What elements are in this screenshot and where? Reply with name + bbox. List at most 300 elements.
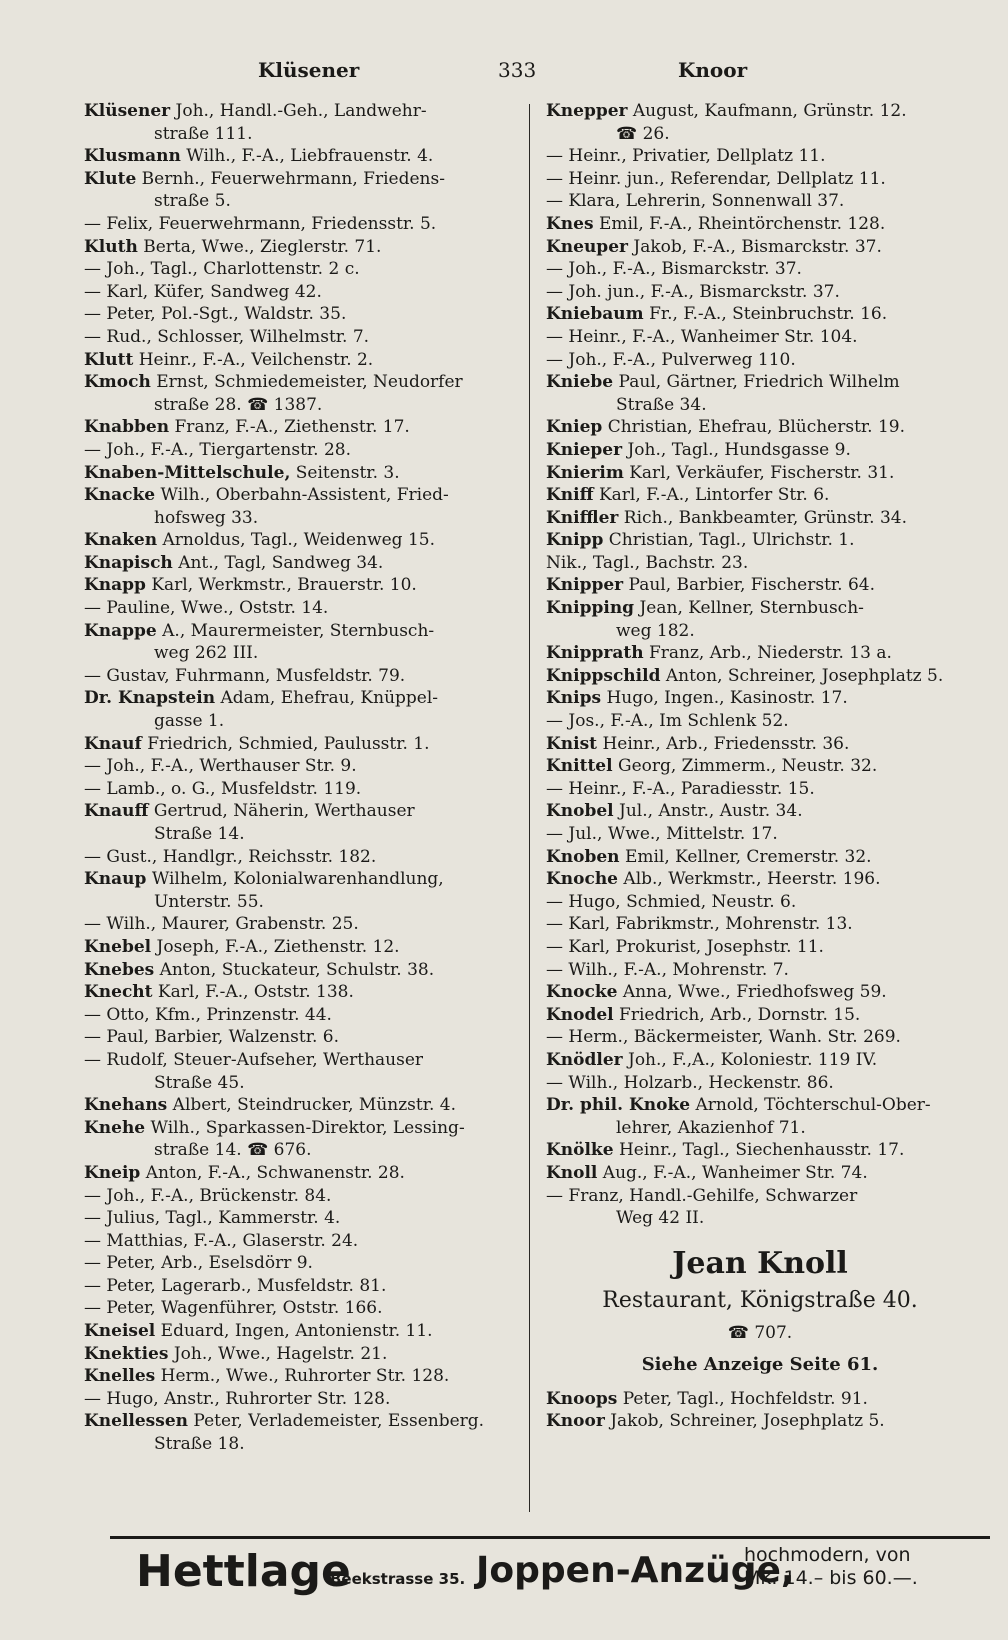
entry-surname: Kniff [546, 485, 594, 506]
entry-text: Karl, F.-A., Oststr. 138. [157, 982, 354, 1003]
directory-entry [546, 1162, 974, 1185]
entry-line [546, 733, 974, 756]
entry-line [546, 574, 974, 597]
entry-line [546, 959, 974, 982]
entry-text: Berta, Wwe., Zieglerstr. 71. [143, 236, 382, 257]
entry-text: Aug., F.-A., Wanheimer Str. 74. [602, 1162, 868, 1183]
entry-line [546, 1049, 974, 1072]
directory-entry [546, 1410, 974, 1433]
ad-name: Jean Knoll [672, 1245, 848, 1281]
entry-text: weg 182. [616, 620, 695, 641]
entry-line [84, 1297, 514, 1320]
footer-rule [110, 1536, 990, 1539]
entry-surname: Knipping [546, 598, 635, 619]
entry-text: — Joh., F.-A., Pulverweg 110. [546, 349, 796, 370]
entry-surname: Knölke [546, 1140, 614, 1161]
entry-line [546, 1139, 974, 1162]
entry-text: Wilhelm, Kolonialwarenhandlung, [151, 869, 444, 890]
entry-text: — Felix, Feuerwehrmann, Friedensstr. 5. [84, 213, 437, 234]
entry-line [546, 484, 974, 507]
entry-surname: Knaken [84, 530, 158, 551]
entry-line [84, 823, 514, 846]
entry-surname: Knapisch [84, 552, 173, 573]
entry-text: Joseph, F.-A., Ziethenstr. 12. [156, 936, 400, 957]
directory-entry [546, 1049, 974, 1072]
entry-text: — Wilh., F.-A., Mohrenstr. 7. [546, 959, 789, 980]
entry-text: Jean, Kellner, Sternbusch- [639, 598, 864, 619]
directory-entry [84, 303, 514, 326]
directory-entry [84, 868, 514, 913]
entry-line [84, 913, 514, 936]
entry-line [84, 349, 514, 372]
entry-line [84, 1343, 514, 1366]
entry-text: Paul, Barbier, Fischerstr. 64. [628, 575, 876, 596]
entry-text: Karl, F.-A., Lintorfer Str. 6. [598, 485, 830, 506]
directory-entry [546, 439, 974, 462]
entry-line [84, 687, 514, 710]
directory-entry [546, 755, 974, 778]
directory-entry [546, 529, 974, 552]
entry-text: — Heinr. jun., Referendar, Dellplatz 11. [546, 168, 886, 189]
entry-line [84, 1365, 514, 1388]
entry-line [546, 891, 974, 914]
entry-line [546, 710, 974, 733]
footer-street: Beekstrasse 35. [330, 1570, 466, 1588]
directory-entry [546, 1004, 974, 1027]
directory-entry [84, 1343, 514, 1366]
entry-surname: Kniep [546, 417, 603, 438]
footer-advertisement [0, 1542, 1008, 1612]
entry-surname: Klute [84, 168, 137, 189]
entry-text: Bernh., Feuerwehrmann, Friedens- [141, 168, 445, 189]
entry-text: — Rudolf, Steuer-Aufseher, Werthauser [84, 1049, 424, 1070]
entry-line [84, 1230, 514, 1253]
entry-line [546, 1162, 974, 1185]
entry-text: Arnold, Töchterschul-Ober- [695, 1095, 931, 1116]
entry-line [546, 145, 974, 168]
directory-entry [84, 168, 514, 213]
entry-surname: Klutt [84, 349, 134, 370]
footer-desc-line: Mk. 14.– bis 60.—. [744, 1567, 918, 1589]
header-last-name: Knoor [678, 58, 748, 82]
directory-entry [546, 100, 974, 145]
entry-line [546, 665, 974, 688]
entry-text: lehrer, Akazienhof 71. [616, 1117, 806, 1138]
entry-text: Straße 45. [154, 1072, 245, 1093]
entry-line [84, 168, 514, 191]
entry-line [84, 190, 514, 213]
entry-surname: Knittel [546, 756, 613, 777]
directory-entry [546, 846, 974, 869]
entry-line [84, 1094, 514, 1117]
entry-line [84, 642, 514, 665]
entry-text: weg 262 III. [154, 643, 259, 664]
entry-line [546, 846, 974, 869]
directory-entry [84, 145, 514, 168]
entry-line [84, 552, 514, 575]
entry-line [546, 1185, 974, 1208]
directory-entry [546, 303, 974, 326]
directory-entry [546, 236, 974, 259]
entry-line [84, 100, 514, 123]
entry-line [84, 1072, 514, 1095]
page-header [0, 58, 1008, 88]
entry-text: Emil, Kellner, Cremerstr. 32. [624, 846, 872, 867]
entry-text: Peter, Tagl., Hochfeldstr. 91. [622, 1388, 868, 1409]
directory-entry [546, 462, 974, 485]
column-divider [529, 104, 530, 1512]
directory-entry [84, 462, 514, 485]
directory-entry [546, 778, 974, 801]
entry-surname: Dr. phil. Knoke [546, 1095, 691, 1116]
entry-line [546, 123, 974, 146]
entry-line [84, 394, 514, 417]
directory-entry [84, 371, 514, 416]
directory-entry [84, 1094, 514, 1117]
directory-entry [84, 1388, 514, 1411]
entry-line [546, 1072, 974, 1095]
entry-line [546, 303, 974, 326]
entry-text: Straße 18. [154, 1434, 245, 1455]
directory-entry [546, 959, 974, 982]
entry-line [84, 416, 514, 439]
directory-entry [84, 733, 514, 756]
entry-line [84, 1117, 514, 1140]
entry-surname: Knehans [84, 1095, 168, 1116]
directory-entry [84, 981, 514, 1004]
entry-surname: Klusmann [84, 146, 181, 167]
entry-surname: Knödler [546, 1049, 623, 1070]
entry-line [546, 642, 974, 665]
entry-text: — Peter, Arb., Eselsdörr 9. [84, 1253, 313, 1274]
entry-text: Peter, Verlademeister, Essenberg. [193, 1411, 485, 1432]
entry-text: Albert, Steindrucker, Münzstr. 4. [172, 1095, 457, 1116]
entry-line [546, 913, 974, 936]
page-number: 333 [498, 58, 537, 82]
entry-text: Ernst, Schmiedemeister, Neudorfer [156, 372, 463, 393]
directory-entry [84, 1275, 514, 1298]
entry-line [546, 258, 974, 281]
footer-product: Joppen-Anzüge, [476, 1550, 795, 1591]
entry-line [84, 665, 514, 688]
entry-line [84, 1026, 514, 1049]
directory-entry [546, 868, 974, 891]
entry-surname: Knoben [546, 846, 620, 867]
entry-line [84, 597, 514, 620]
directory-entry [546, 1026, 974, 1049]
entry-text: — Herm., Bäckermeister, Wanh. Str. 269. [546, 1027, 901, 1048]
entry-line [84, 236, 514, 259]
entry-line [84, 439, 514, 462]
entry-line [84, 1049, 514, 1072]
directory-entry [84, 552, 514, 575]
directory-entry [84, 687, 514, 732]
entry-text: Adam, Ehefrau, Knüppel- [220, 688, 439, 709]
entry-line [546, 507, 974, 530]
directory-entry [84, 1365, 514, 1388]
directory-entry [84, 1252, 514, 1275]
directory-entry [546, 507, 974, 530]
entry-line [84, 936, 514, 959]
entry-surname: Kniffler [546, 507, 619, 528]
entry-line [546, 100, 974, 123]
entry-line [546, 597, 974, 620]
directory-entry [84, 439, 514, 462]
entry-text: Friedrich, Schmied, Paulusstr. 1. [147, 733, 430, 754]
entry-surname: Knecht [84, 982, 153, 1003]
entry-line [84, 868, 514, 891]
entry-surname: Klüsener [84, 101, 171, 121]
entry-text: ☎ 26. [616, 123, 670, 144]
ad-phone: ☎ 707. [727, 1322, 793, 1343]
entry-text: Jul., Anstr., Austr. 34. [619, 801, 803, 822]
footer-brand: Hettlage [136, 1546, 351, 1597]
entry-line [84, 1139, 514, 1162]
directory-entry [84, 100, 514, 145]
entry-text: — Lamb., o. G., Musfeldstr. 119. [84, 778, 362, 799]
entry-line [546, 462, 974, 485]
entry-line [546, 800, 974, 823]
entry-text: straße 14. ☎ 676. [154, 1140, 312, 1161]
entry-text: — Peter, Lagerarb., Musfeldstr. 81. [84, 1275, 387, 1296]
directory-entry [546, 574, 974, 597]
entry-text: Heinr., Arb., Friedensstr. 36. [602, 733, 850, 754]
directory-entry [84, 1230, 514, 1253]
entry-text: — Wilh., Holzarb., Heckenstr. 86. [546, 1072, 834, 1093]
entry-line [546, 687, 974, 710]
directory-entry [84, 597, 514, 620]
entry-text: — Julius, Tagl., Kammerstr. 4. [84, 1208, 341, 1229]
entry-text: — Karl, Prokurist, Josephstr. 11. [546, 936, 824, 957]
entry-text: — Peter, Pol.-Sgt., Waldstr. 35. [84, 304, 347, 325]
directory-entry [84, 665, 514, 688]
entry-text: Heinr., Tagl., Siechenhausstr. 17. [618, 1140, 905, 1161]
entry-line [84, 1388, 514, 1411]
entry-text: Emil, F.-A., Rheintörchenstr. 128. [598, 213, 886, 234]
footer-desc-line: hochmodern, von [744, 1544, 911, 1566]
directory-entry [84, 213, 514, 236]
entry-text: — Karl, Fabrikmstr., Mohrenstr. 13. [546, 914, 853, 935]
entry-line [84, 1207, 514, 1230]
entry-text: — Gustav, Fuhrmann, Musfeldstr. 79. [84, 665, 406, 686]
entry-surname: Knoll [546, 1162, 598, 1183]
entry-text: Gertrud, Näherin, Werthauser [153, 801, 415, 822]
directory-entry [84, 1320, 514, 1343]
entry-surname: Kluth [84, 236, 138, 257]
entry-surname: Knehe [84, 1117, 146, 1138]
ad-address: Restaurant, Königstraße 40. [602, 1287, 918, 1313]
entry-surname: Knips [546, 688, 602, 709]
entry-surname: Knipp [546, 530, 604, 551]
entry-line [546, 190, 974, 213]
entry-text: Straße 34. [616, 394, 707, 415]
entry-text: Arnoldus, Tagl., Weidenweg 15. [162, 530, 435, 551]
entry-line [84, 1185, 514, 1208]
directory-entry [84, 846, 514, 869]
entry-text: straße 111. [154, 123, 253, 144]
entry-line [84, 981, 514, 1004]
entry-surname: Knapp [84, 575, 146, 596]
entry-surname: Knaup [84, 869, 147, 890]
entry-line [546, 1410, 974, 1433]
entry-surname: Knobel [546, 801, 614, 822]
entry-surname: Knaben-Mittelschule, [84, 462, 291, 483]
entry-text: — Karl, Küfer, Sandweg 42. [84, 281, 322, 302]
entry-line [546, 371, 974, 394]
directory-entry [84, 1026, 514, 1049]
entry-surname: Knekties [84, 1343, 169, 1364]
entry-line [84, 710, 514, 733]
entry-line [546, 936, 974, 959]
entry-text: Nik., Tagl., Bachstr. 23. [546, 552, 749, 573]
entry-text: Rich., Bankbeamter, Grünstr. 34. [623, 507, 907, 528]
entry-line [84, 891, 514, 914]
entry-text: — Paul, Barbier, Walzenstr. 6. [84, 1027, 339, 1048]
directory-entry [546, 145, 974, 168]
entry-surname: Knoops [546, 1388, 618, 1409]
directory-entry [546, 1388, 974, 1411]
entry-surname: Knappe [84, 620, 157, 641]
directory-entry [84, 620, 514, 665]
header-first-name: Klüsener [258, 58, 360, 82]
entry-line [84, 1320, 514, 1343]
entry-text: Ant., Tagl, Sandweg 34. [178, 552, 384, 573]
entry-text: — Joh., F.-A., Bismarckstr. 37. [546, 259, 802, 280]
directory-entry [546, 936, 974, 959]
entry-text: Friedrich, Arb., Dornstr. 15. [619, 1004, 861, 1025]
directory-entry [84, 326, 514, 349]
entry-text: Franz, Arb., Niederstr. 13 a. [648, 643, 892, 664]
entry-surname: Knabben [84, 417, 170, 438]
entry-line [546, 439, 974, 462]
entry-line [84, 281, 514, 304]
right-column-entries-bottom [546, 1388, 974, 1433]
entry-text: — Rud., Schlosser, Wilhelmstr. 7. [84, 326, 370, 347]
entry-text: — Wilh., Maurer, Grabenstr. 25. [84, 914, 359, 935]
entry-surname: Knist [546, 733, 598, 754]
entry-line [84, 213, 514, 236]
entry-text: Joh., Handl.-Geh., Landwehr- [175, 101, 427, 121]
entry-surname: Kneisel [84, 1321, 156, 1342]
entry-line [84, 1275, 514, 1298]
directory-entry [84, 936, 514, 959]
entry-text: — Joh., F.-A., Brückenstr. 84. [84, 1185, 332, 1206]
directory-entry [546, 687, 974, 710]
entry-line [84, 733, 514, 756]
directory-entry [84, 1162, 514, 1185]
entry-text: Karl, Verkäufer, Fischerstr. 31. [629, 462, 895, 483]
entry-surname: Knodel [546, 1004, 614, 1025]
directory-entry [546, 665, 974, 688]
directory-entry [84, 416, 514, 439]
entry-line [84, 484, 514, 507]
entry-line [546, 213, 974, 236]
directory-entry [546, 1185, 974, 1230]
advertisement-box [546, 1244, 974, 1382]
right-column-entries [546, 100, 974, 1230]
right-column [546, 100, 974, 1433]
directory-entry [546, 1094, 974, 1139]
entry-text: Straße 14. [154, 824, 245, 844]
entry-line [84, 529, 514, 552]
entry-surname: Knebel [84, 936, 152, 957]
entry-line [84, 1252, 514, 1275]
entry-text: Franz, F.-A., Ziethenstr. 17. [174, 417, 410, 438]
directory-entry [84, 1004, 514, 1027]
directory-entry [84, 1297, 514, 1320]
directory-entry [84, 236, 514, 259]
entry-surname: Kneuper [546, 236, 628, 257]
entry-text: — Joh., Tagl., Charlottenstr. 2 c. [84, 259, 360, 280]
directory-entry [546, 800, 974, 823]
entry-line [84, 145, 514, 168]
entry-surname: Kmoch [84, 372, 151, 393]
entry-text: Anton, Schreiner, Josephplatz 5. [665, 665, 944, 686]
directory-entry [546, 190, 974, 213]
directory-entry [546, 981, 974, 1004]
entry-surname: Knierim [546, 462, 624, 483]
directory-entry [84, 349, 514, 372]
entry-line [546, 281, 974, 304]
directory-entry [84, 574, 514, 597]
directory-entry [546, 1072, 974, 1095]
entry-line [84, 303, 514, 326]
directory-entry [84, 529, 514, 552]
entry-surname: Knelles [84, 1366, 156, 1387]
directory-entry [84, 281, 514, 304]
ad-reference: Siehe Anzeige Seite 61. [641, 1353, 879, 1375]
directory-entry [84, 913, 514, 936]
directory-entry [84, 959, 514, 982]
entry-line [84, 1433, 514, 1456]
entry-line [84, 1410, 514, 1433]
entry-line [546, 529, 974, 552]
entry-text: Hugo, Ingen., Kasinostr. 17. [606, 688, 848, 709]
entry-text: — Jos., F.-A., Im Schlenk 52. [546, 711, 789, 732]
directory-entry [84, 1117, 514, 1162]
entry-line [546, 552, 974, 575]
directory-entry [546, 597, 974, 642]
entry-line [546, 981, 974, 1004]
entry-line [546, 755, 974, 778]
footer-description [744, 1544, 984, 1590]
directory-entry [546, 168, 974, 191]
entry-surname: Knipper [546, 575, 624, 596]
directory-entry [546, 213, 974, 236]
entry-text: — Matthias, F.-A., Glaserstr. 24. [84, 1230, 359, 1251]
entry-text: Heinr., F.-A., Veilchenstr. 2. [138, 349, 374, 370]
directory-entry [546, 371, 974, 416]
entry-surname: Kneip [84, 1162, 141, 1183]
entry-text: — Hugo, Anstr., Ruhrorter Str. 128. [84, 1388, 391, 1409]
entry-surname: Knipprath [546, 643, 644, 664]
entry-line [84, 326, 514, 349]
entry-text: Wilh., F.-A., Liebfrauenstr. 4. [186, 146, 434, 167]
directory-entry [546, 552, 974, 575]
directory-entry [84, 1207, 514, 1230]
entry-line [546, 868, 974, 891]
entry-line [546, 349, 974, 372]
directory-entry [84, 778, 514, 801]
directory-entry [546, 823, 974, 846]
entry-text: — Jul., Wwe., Mittelstr. 17. [546, 824, 778, 844]
entry-surname: Knepper [546, 101, 628, 121]
entry-line [546, 823, 974, 846]
entry-line [546, 416, 974, 439]
entry-surname: Knacke [84, 485, 156, 506]
entry-text: Fr., F.-A., Steinbruchstr. 16. [649, 304, 888, 325]
entry-line [84, 620, 514, 643]
